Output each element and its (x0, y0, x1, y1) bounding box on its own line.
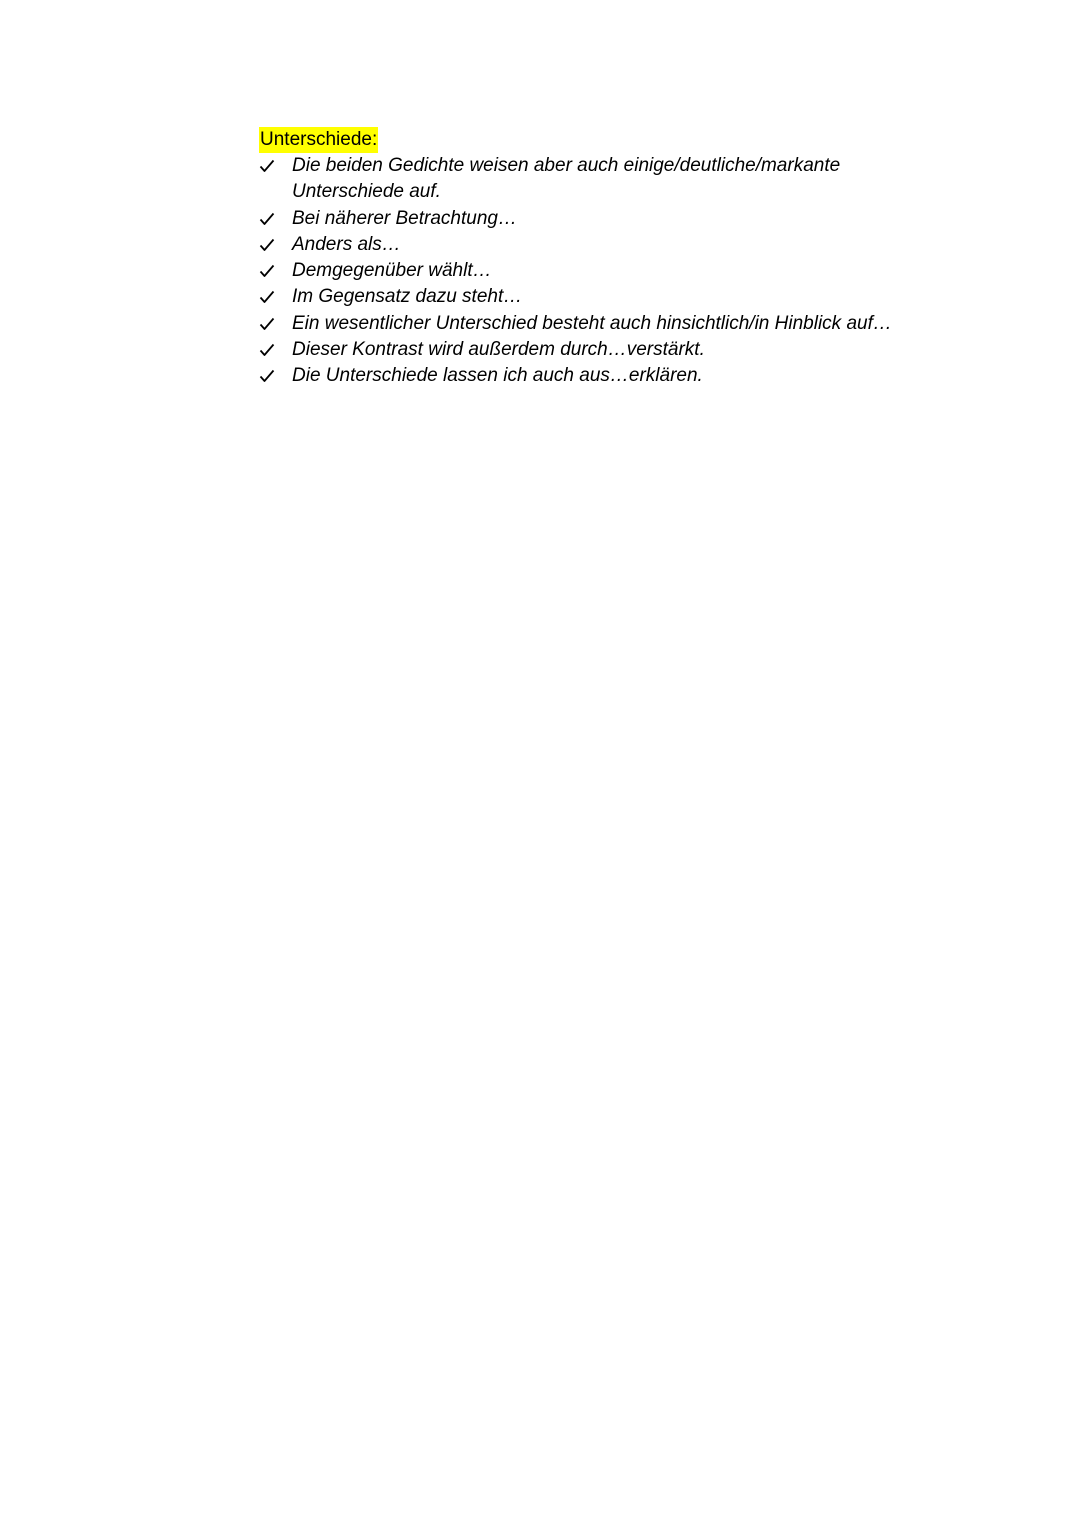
list-item (259, 153, 949, 206)
list-item (259, 232, 949, 258)
list-item-text: Die beiden Gedichte weisen aber auch einige/deutliche/markante Unterschiede auf. (292, 155, 841, 203)
list-item-text: Demgegenüber wählt… (292, 260, 492, 282)
checkmark-icon (259, 211, 275, 227)
list-item (259, 337, 949, 363)
checkmark-icon (259, 342, 275, 358)
section-heading: Unterschiede: (259, 127, 378, 153)
list-item-text: Dieser Kontrast wird außerdem durch…verstärkt. (292, 339, 705, 361)
list-item-text: Anders als… (292, 233, 401, 255)
list-item-text: Im Gegensatz dazu steht… (292, 286, 523, 308)
checkmark-icon (259, 316, 275, 332)
list-item (259, 311, 949, 337)
checkmark-icon (259, 368, 275, 384)
list-item (259, 363, 949, 389)
list-item (259, 206, 949, 232)
list-item-text: Bei näherer Betrachtung… (292, 207, 517, 229)
checkmark-icon (259, 237, 275, 253)
checklist (259, 153, 949, 390)
list-item (259, 258, 949, 284)
list-item (259, 284, 949, 310)
document-content (259, 127, 949, 390)
checkmark-icon (259, 289, 275, 305)
list-item-text: Die Unterschiede lassen ich auch aus…erklären. (292, 365, 703, 387)
list-item-text: Ein wesentlicher Unterschied besteht auch hinsichtlich/in Hinblick auf… (292, 312, 892, 334)
checkmark-icon (259, 158, 275, 174)
checkmark-icon (259, 263, 275, 279)
